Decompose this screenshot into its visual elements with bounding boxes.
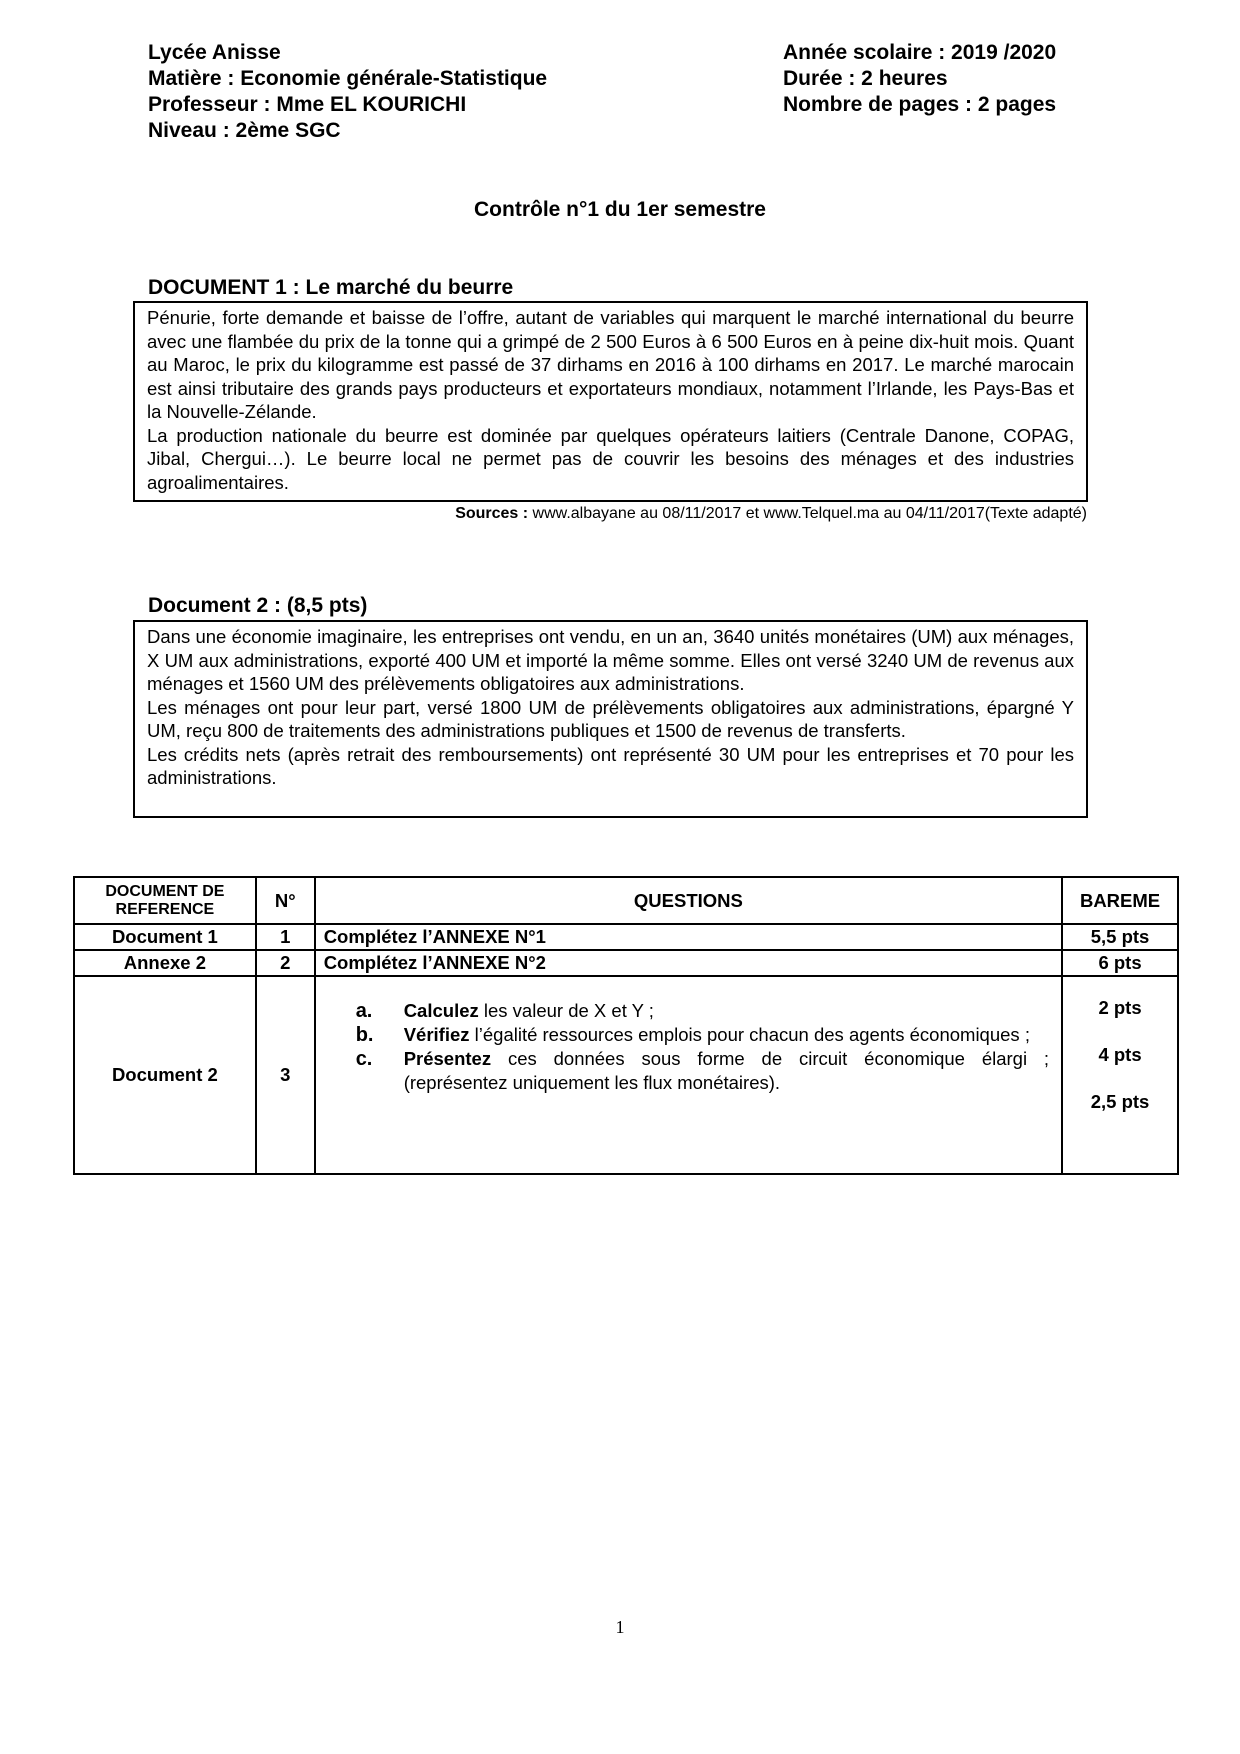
school-name: Lycée Anisse [148,41,281,64]
table-row [74,924,1178,950]
document2-paragraph: Dans une économie imaginaire, les entreprises ont vendu, en un an, 3640 unités monétaires (UM) aux ménages, X UM aux administrations, exporté 400 UM et importé la même somme. Elles ont versé 3240 UM de revenus aux ménages et 1560 UM des prélèvements obligatoires aux administrations. [147,626,1074,694]
header-bareme: BAREME [1062,877,1178,924]
page-number: 1 [615,1617,625,1637]
document2-paragraph: Les crédits nets (après retrait des remboursements) ont représenté 30 UM pour les entreprises et 70 pour les administrations. [147,743,1074,788]
row-question: Complétez l’ANNEXE N°2 [315,950,1062,976]
document1-paragraph: La production nationale du beurre est dominée par quelques opérateurs laitiers (Centrale Danone, COPAG, Jibal, Chergui…). Le beurre local ne permet pas de couvrir les besoins des ménages et des industries agroalimentaires. [147,424,1074,493]
document2-box [133,620,1088,818]
row-ref: Document 2 [74,976,256,1174]
questions-table [73,876,1179,1175]
document1-box [133,301,1088,502]
document1-paragraph: Pénurie, forte demande et baisse de l’offre, autant de variables qui marquent le marché international du beurre avec une flambée du prix de la tonne qui a grimpé de 2 500 Euros à 6 500 Euros en à peine dix-huit mois. Quant au Maroc, le prix du kilogramme est passé de 37 dirhams en 2016 à 100 dirhams en 2017. Le marché marocain est ainsi tributaire des grands pays producteurs et exportateurs mondiaux, notamment l’Irlande, les Pays-Bas et la Nouvelle-Zélande. [147,307,1074,422]
sub-question-letter: a. [355,1000,373,1022]
document1-heading: DOCUMENT 1 : Le marché du beurre [148,276,514,299]
row-bareme: 6 pts [1062,950,1178,976]
sub-bareme: 2,5 pts [1090,1091,1150,1112]
sub-question [356,1047,1049,1095]
row-bareme: 5,5 pts [1062,924,1178,950]
header-questions: QUESTIONS [315,877,1062,924]
level: Niveau : 2ème SGC [148,119,341,142]
page-count: Nombre de pages : 2 pages [783,93,1057,116]
row-num: 3 [256,976,315,1174]
sub-question-text: ces données sous forme de circuit économique élargi ; (représentez uniquement les flux monétaires). [403,1048,1050,1093]
sub-question-verb: Présentez [403,1048,492,1069]
sub-bareme: 2 pts [1098,997,1142,1018]
teacher: Professeur : Mme EL KOURICHI [148,93,467,116]
sub-question-verb: Vérifiez [403,1024,470,1045]
document1-sources [455,505,1087,523]
row-num: 2 [256,950,315,976]
sub-question-letter: c. [355,1048,373,1070]
row-bareme-list [1062,976,1178,1174]
header-num: N° [256,877,315,924]
sources-text: www.albayane au 08/11/2017 et www.Telquel.ma au 04/11/2017(Texte adapté) [528,505,1087,522]
sub-bareme: 4 pts [1098,1044,1142,1065]
sub-question [356,999,1049,1023]
document2-heading: Document 2 : (8,5 pts) [148,594,368,617]
school-year: Année scolaire : 2019 /2020 [783,41,1057,64]
subject: Matière : Economie générale-Statistique [148,67,548,90]
document2-paragraph: Les ménages ont pour leur part, versé 1800 UM de prélèvements obligatoires aux administrations, épargné Y UM, reçu 800 de traitements des administrations publiques et 1500 de revenus de transferts. [147,696,1074,741]
table-row [74,976,1178,1174]
sub-question-verb: Calculez [403,1000,479,1021]
sub-question [356,1023,1049,1047]
exam-title: Contrôle n°1 du 1er semestre [474,198,766,221]
table-header-row [74,877,1178,924]
header-ref: DOCUMENT DE REFERENCE [74,877,256,924]
row-question: Complétez l’ANNEXE N°1 [315,924,1062,950]
sub-question-text: l’égalité ressources emplois pour chacun des agents économiques ; [469,1024,1030,1045]
row-ref: Document 1 [74,924,256,950]
table-row [74,950,1178,976]
row-question-list [315,976,1062,1174]
row-ref: Annexe 2 [74,950,256,976]
sources-label: Sources : [455,505,529,522]
sub-question-letter: b. [355,1024,374,1046]
row-num: 1 [256,924,315,950]
sub-question-text: les valeur de X et Y ; [478,1000,654,1021]
duration: Durée : 2 heures [783,67,948,90]
